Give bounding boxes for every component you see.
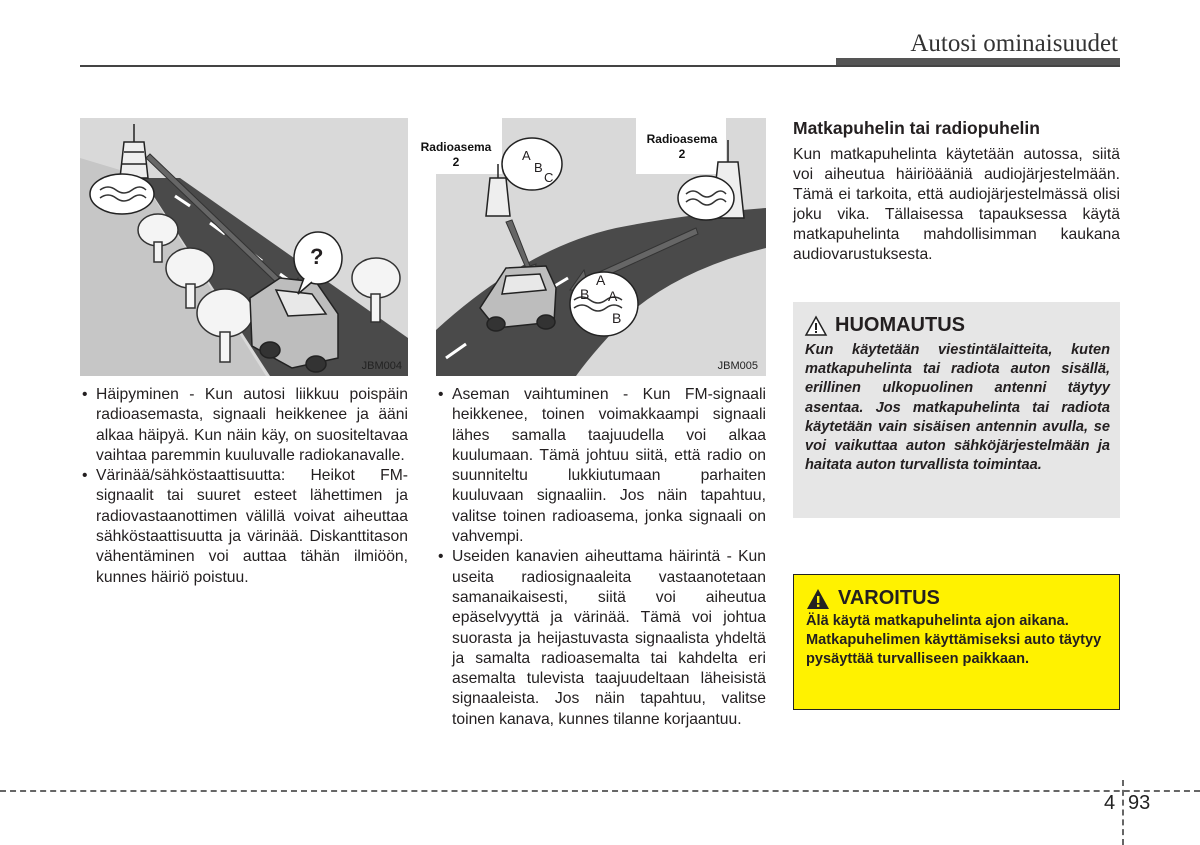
bubble-letter-a: A [522, 148, 531, 163]
section-heading: Matkapuhelin tai radiopuhelin [793, 118, 1040, 138]
notice-text: Kun käytetään viestintälaitteita, kuten matkapuhelinta tai radiota auton sisällä, erillinen ulkopuolinen antenni täytyy asentaa. Jos matkapuhelinta tai radiota käytetään vain sisäisen antennin avulla, se voi vaikuttaa auton sähköjärjestelmään ja haitata auton turvallista toimintaa. [805, 342, 1110, 474]
bubble-letter-b: B [534, 160, 543, 175]
section-paragraph: Kun matkapuhelinta käytetään autossa, siitä voi aiheutua häiriöääniä audiojärjestelmään. Tämä ei tarkoita, että audiojärjestelmässä olisi joku vika. Tällaisessa tapauksessa käytä matkapuhelinta mahdollisimman kaukana audiovarustuksesta. [793, 146, 1120, 263]
station-label-right: Radioasema 2 [646, 132, 718, 161]
notice-box [793, 302, 1120, 518]
bubble-letter-c: C [544, 170, 554, 185]
figure-code: JBM005 [717, 360, 758, 372]
figure-station-change [420, 118, 766, 376]
warning-icon [806, 588, 830, 610]
car-bubble-letter-a2: A [608, 288, 618, 304]
figure-code: JBM004 [361, 360, 402, 372]
list-item: • Häipyminen - Kun autosi liikkuu poispäin radioasemasta, signaali heikkenee ja ääni alkaa häipyä. Kun näin käy, on suositeltavaa vaihtaa paremmin kuuluvalle radiokanavalle. [80, 385, 408, 466]
running-header-title: Autosi ominaisuudet [910, 30, 1118, 57]
warning-title: VAROITUS [806, 587, 1109, 610]
warning-box [793, 574, 1120, 710]
left-column-text [80, 385, 408, 588]
footer-dashed-rule [0, 790, 1200, 792]
question-mark-icon: ? [310, 244, 324, 269]
header-rule [80, 65, 1120, 67]
middle-column-text [436, 385, 766, 730]
footer-dashed-divider [1122, 780, 1124, 845]
figure-fading-signal [80, 118, 408, 376]
list-item: • Useiden kanavien aiheuttama häirintä - Kun useita radiosignaaleita vastaanotetaan samanaikaisesti, siitä voi aiheutua epäselvyyttä ja värinää. Tämä voi johtua suorasta ja heijastuvasta signaalista yhdeltä ja samalta radioasemalta tai kahdelta eri asemalta tulevista taajuudeltaan läheisistä signaaleista. Jos näin tapahtuu, valitse toinen kanava, kunnes tilanne korjaantuu. [436, 547, 766, 730]
station-label-left: Radioasema 2 [420, 140, 492, 169]
notice-title: HUOMAUTUS [805, 314, 1110, 337]
car-bubble-letter-b2: B [612, 310, 622, 326]
car-bubble-letter-a1: A [596, 272, 606, 288]
chapter-number: 4 [1104, 792, 1116, 814]
caution-icon [805, 316, 827, 336]
car-bubble-letter-b1: B [580, 286, 590, 302]
page-number: 93 [1128, 792, 1151, 814]
warning-text: Älä käytä matkapuhelinta ajon aikana. Matkapuhelimen käyttämiseksi auto täytyy pysäyttää turvalliseen paikkaan. [806, 613, 1102, 668]
list-item: • Aseman vaihtuminen - Kun FM-signaali heikkenee, toinen voimakkaampi signaali lähes samalla taajuudella voi alkaa kuulumaan. Tämä johtuu siitä, että radio on suunniteltu lukkiutumaan parhaiten kuuluvaan signaaliin. Jos näin tapahtuu, valitse toinen radioasema, jonka signaali on vahvempi. [436, 385, 766, 547]
list-item: • Värinää/sähköstaattisuutta: Heikot FM-signaalit tai suuret esteet lähettimen ja radiovastaanottimen välillä voivat aiheuttaa sähköstaattisuutta ja värinää. Diskanttitason vähentäminen voi auttaa tähän ilmiöön, kunnes häiriö poistuu. [80, 466, 408, 588]
